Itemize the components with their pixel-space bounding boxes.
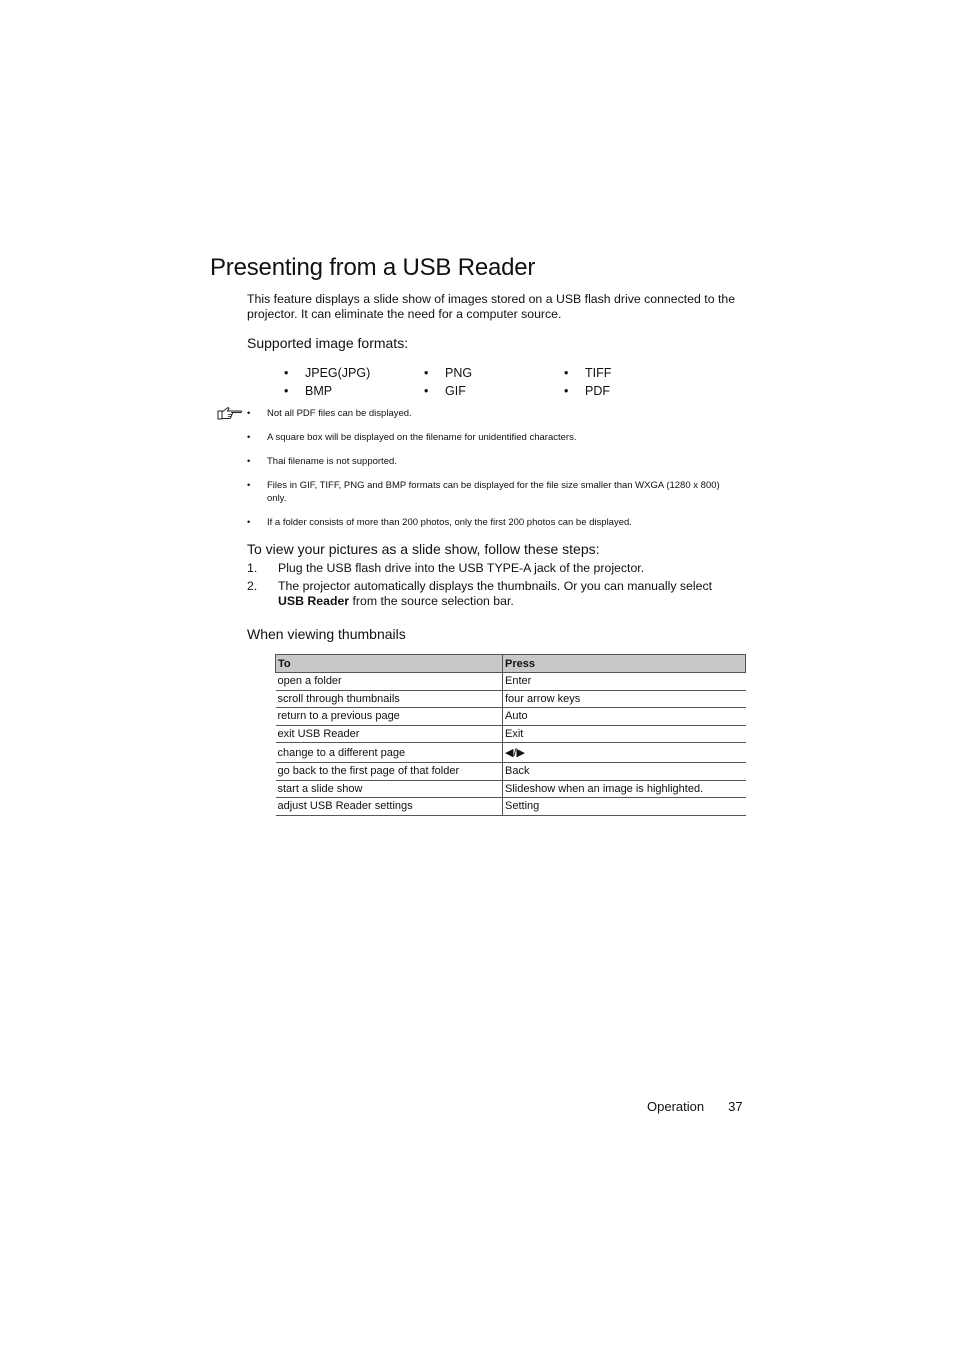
- formats-row: [284, 382, 704, 400]
- step-text: The projector automatically displays the thumbnails. Or you can manually select USB Reader from the source selection bar.: [278, 578, 713, 608]
- formats-heading: Supported image formats:: [247, 335, 409, 351]
- page-title: Presenting from a USB Reader: [210, 254, 536, 281]
- table-row: start a slide show Slideshow when an image is highlighted.: [276, 780, 746, 798]
- step-item: 1. Plug the USB flash drive into the USB TYPE-A jack of the projector.: [247, 561, 645, 575]
- format-item: • TIFF: [564, 366, 612, 380]
- table-row: exit USB Reader Exit: [276, 725, 746, 743]
- format-item: • GIF: [424, 384, 466, 398]
- note-item: • Not all PDF files can be displayed.: [247, 408, 412, 419]
- table-row: open a folder Enter: [276, 673, 746, 691]
- table-row: scroll through thumbnails four arrow keys: [276, 690, 746, 708]
- page-number: 37: [728, 1099, 743, 1114]
- table-row: adjust USB Reader settings Setting: [276, 798, 746, 816]
- thumbnail-controls-table: [275, 654, 746, 816]
- table-header-row: [276, 655, 746, 673]
- left-right-arrow-icons: ◀/▶: [503, 743, 746, 763]
- step-item: 2. The projector automatically displays the thumbnails. Or you can manually select USB Reader from the source selection bar.: [247, 579, 727, 610]
- steps-heading: To view your pictures as a slide show, follow these steps:: [247, 541, 600, 557]
- formats-list: [284, 364, 704, 400]
- footer-section: Operation: [647, 1099, 705, 1114]
- note-item: • Thai filename is not supported.: [247, 456, 397, 467]
- pointing-hand-note-icon: [216, 406, 244, 422]
- format-item: • PDF: [564, 384, 610, 398]
- table-row: go back to the first page of that folder Back: [276, 763, 746, 781]
- note-item: • If a folder consists of more than 200 photos, only the first 200 photos can be displayed.: [247, 517, 632, 528]
- formats-row: [284, 364, 704, 382]
- note-item: • A square box will be displayed on the filename for unidentified characters.: [247, 432, 577, 443]
- note-item: • Files in GIF, TIFF, PNG and BMP formats can be displayed for the file size smaller than WXGA (1280 x 800) only.: [247, 480, 720, 504]
- column-header-to: To: [276, 655, 503, 673]
- intro-paragraph: This feature displays a slide show of images stored on a USB flash drive connected to the projector. It can eliminate the need for a computer source.: [247, 292, 736, 321]
- format-item: • JPEG(JPG): [284, 366, 371, 380]
- table-row: return to a previous page Auto: [276, 708, 746, 726]
- thumbnails-heading: When viewing thumbnails: [247, 626, 406, 642]
- format-item: • BMP: [284, 384, 333, 398]
- table-row: change to a different page ◀/▶: [276, 743, 746, 763]
- column-header-press: Press: [503, 655, 746, 673]
- format-item: • PNG: [424, 366, 473, 380]
- steps-list: [247, 561, 727, 612]
- usb-reader-label: USB Reader: [278, 594, 350, 608]
- page-footer: [647, 1099, 743, 1114]
